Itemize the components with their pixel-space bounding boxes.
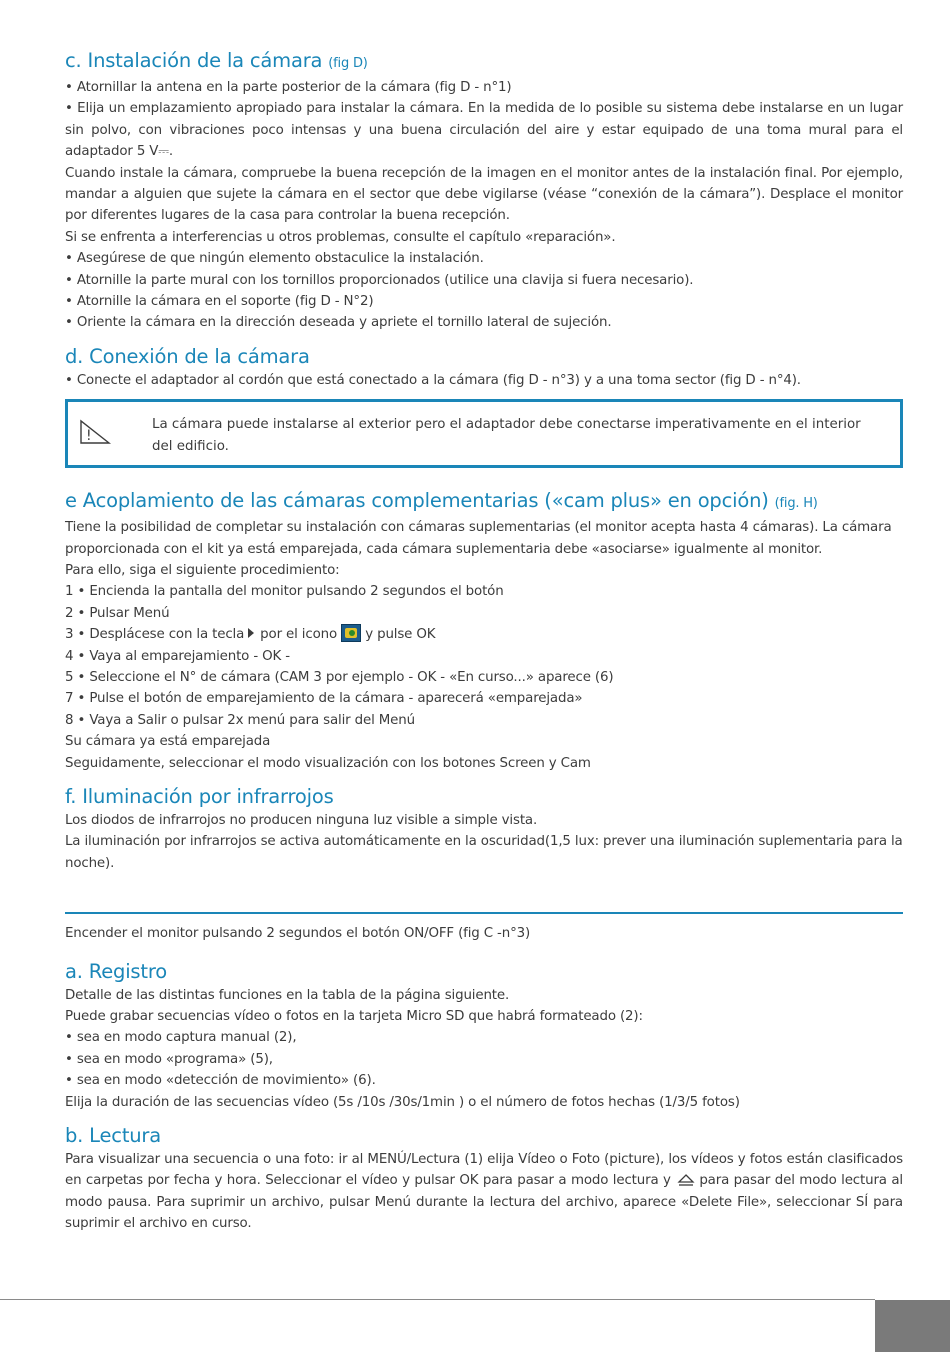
list-item: • Asegúrese de que ningún elemento obstaculice la instalación. bbox=[65, 251, 484, 267]
paragraph: La iluminación por infrarrojos se activa automáticamente en la oscuridad(1,5 lux: prever una iluminación suplementaria para la noche). bbox=[65, 834, 903, 871]
step-item: 5 • Seleccione el N° de cámara (CAM 3 por ejemplo - OK - «En curso...» aparece (6) bbox=[65, 669, 614, 685]
paragraph: Elija la duración de las secuencias vídeo (5s /10s /30s/1min ) o el número de fotos hechas (1/3/5 fotos) bbox=[65, 1094, 740, 1110]
paragraph bbox=[65, 1149, 903, 1235]
list-item: • Oriente la cámara en la dirección deseada y apriete el tornillo lateral de sujeción. bbox=[65, 315, 612, 331]
section-camera-pairing bbox=[65, 488, 903, 774]
section-infrared-lighting bbox=[65, 784, 903, 874]
paragraph: Seguidamente, seleccionar el modo visualización con los botones Screen y Cam bbox=[65, 755, 591, 771]
warning-triangle-icon bbox=[78, 418, 112, 446]
paragraph: Puede grabar secuencias vídeo o fotos en la tarjeta Micro SD que habrá formateado (2): bbox=[65, 1009, 643, 1024]
step-item: 2 • Pulsar Menú bbox=[65, 605, 170, 621]
play-pause-icon bbox=[677, 1174, 695, 1186]
step-item: 1 • Encienda la pantalla del monitor pulsando 2 segundos el botón bbox=[65, 584, 504, 600]
paragraph: • Conecte el adaptador al cordón que está conectado a la cámara (fig D - n°3) y a una toma sector (fig D - n°4). bbox=[65, 372, 801, 388]
page-content bbox=[65, 48, 903, 1235]
title-text: c. Instalación de la cámara bbox=[65, 49, 329, 72]
paragraph-text: Para visualizar una secuencia o una foto: ir al MENÚ/Lectura (1) elija Vídeo o Foto (picture), los vídeos y fotos están clasificados en carpetas por fecha y hora. Seleccionar el vídeo y pulsar OK para pasar a modo lectura y bbox=[65, 1152, 903, 1189]
paragraph: Cuando instale la cámara, compruebe la buena recepción de la imagen en el monitor antes de la instalación final. Por ejemplo, mandar a alguien que sujete la cámara en el sector que debe vigilarse (véase “conexión de la cámara”). Desplace el monitor por diferentes lugares de la casa para controlar la buena recepción. bbox=[65, 165, 903, 224]
section-title: d. Conexión de la cámara bbox=[65, 344, 310, 368]
warning-box bbox=[65, 399, 903, 468]
section-divider bbox=[65, 912, 903, 914]
right-arrow-key-icon bbox=[248, 628, 254, 638]
section-camera-installation bbox=[65, 48, 903, 334]
page-number-tab bbox=[875, 1300, 950, 1352]
footer-rule bbox=[0, 1299, 875, 1300]
list-item: • sea en modo «detección de movimiento» (6). bbox=[65, 1073, 376, 1089]
section-title: f. Iluminación por infrarrojos bbox=[65, 784, 334, 808]
step-text: por el icono bbox=[260, 627, 337, 643]
power-instruction: Encender el monitor pulsando 2 segundos el botón ON/OFF (fig C -n°3) bbox=[65, 926, 531, 942]
paragraph: Si se enfrenta a interferencias u otros problemas, consulte el capítulo «reparación». bbox=[65, 229, 616, 245]
section-title bbox=[65, 488, 903, 517]
title-text: e Acoplamiento de las cámaras complementarias («cam plus» en opción) bbox=[65, 489, 775, 513]
step-item: 7 • Pulse el botón de emparejamiento de la cámara - aparecerá «emparejada» bbox=[65, 691, 583, 707]
paragraph: Tiene la posibilidad de completar su instalación con cámaras suplementarias (el monitor acepta hasta 4 cámaras). La cámara proporcionada con el kit ya está emparejada, cada cámara suplementaria debe «asociarse» igualmente al monitor. bbox=[65, 520, 892, 557]
svg-text:!: ! bbox=[86, 428, 92, 445]
section-camera-connection bbox=[65, 344, 903, 468]
list-item: • Atornille la parte mural con los tornillos proporcionados (utilice una clavija si fuera necesario). bbox=[65, 272, 694, 288]
paragraph-text: para pasar del modo lectura al modo pausa. Para suprimir un archivo, pulsar Menú durante la lectura del archivo, aparece «Delete File», seleccionar SÍ para suprimir el archivo en curso. bbox=[65, 1173, 903, 1232]
step-text: y pulse OK bbox=[365, 627, 436, 643]
figure-ref: (fig D) bbox=[328, 56, 368, 71]
section-title: b. Lectura bbox=[65, 1124, 161, 1148]
list-item: • sea en modo captura manual (2), bbox=[65, 1030, 297, 1046]
list-item: • sea en modo «programa» (5), bbox=[65, 1051, 273, 1067]
step-item bbox=[65, 624, 903, 645]
list-item: • Atornille la cámara en el soporte (fig D - N°2) bbox=[65, 294, 374, 310]
camera-pairing-icon bbox=[341, 624, 361, 642]
warning-text: La cámara puede instalarse al exterior pero el adaptador debe conectarse imperativamente en el interior del edificio. bbox=[152, 417, 861, 454]
paragraph: Los diodos de infrarrojos no producen ninguna luz visible a simple vista. bbox=[65, 812, 538, 828]
section-playback bbox=[65, 1123, 903, 1235]
paragraph: • Elija un emplazamiento apropiado para instalar la cámara. En la medida de lo posible su sistema debe instalarse en un lugar sin polvo, con vibraciones poco intensas y una buena circulación del aire y estar equipado de una toma mural para el adaptador 5 V⎓. bbox=[65, 101, 903, 160]
step-text: 3 • Desplácese con la tecla bbox=[65, 627, 245, 643]
paragraph: Su cámara ya está emparejada bbox=[65, 734, 271, 750]
section-title: a. Registro bbox=[65, 959, 167, 983]
paragraph: Para ello, siga el siguiente procedimiento: bbox=[65, 562, 340, 578]
section-recording bbox=[65, 959, 903, 1113]
section-title bbox=[65, 48, 903, 77]
figure-ref: (fig. H) bbox=[774, 496, 818, 512]
step-item: 4 • Vaya al emparejamiento - OK - bbox=[65, 648, 290, 664]
paragraph: • Atornillar la antena en la parte posterior de la cámara (fig D - n°1) bbox=[65, 80, 512, 95]
step-item: 8 • Vaya a Salir o pulsar 2x menú para salir del Menú bbox=[65, 712, 415, 728]
paragraph: Detalle de las distintas funciones en la tabla de la página siguiente. bbox=[65, 987, 510, 1003]
